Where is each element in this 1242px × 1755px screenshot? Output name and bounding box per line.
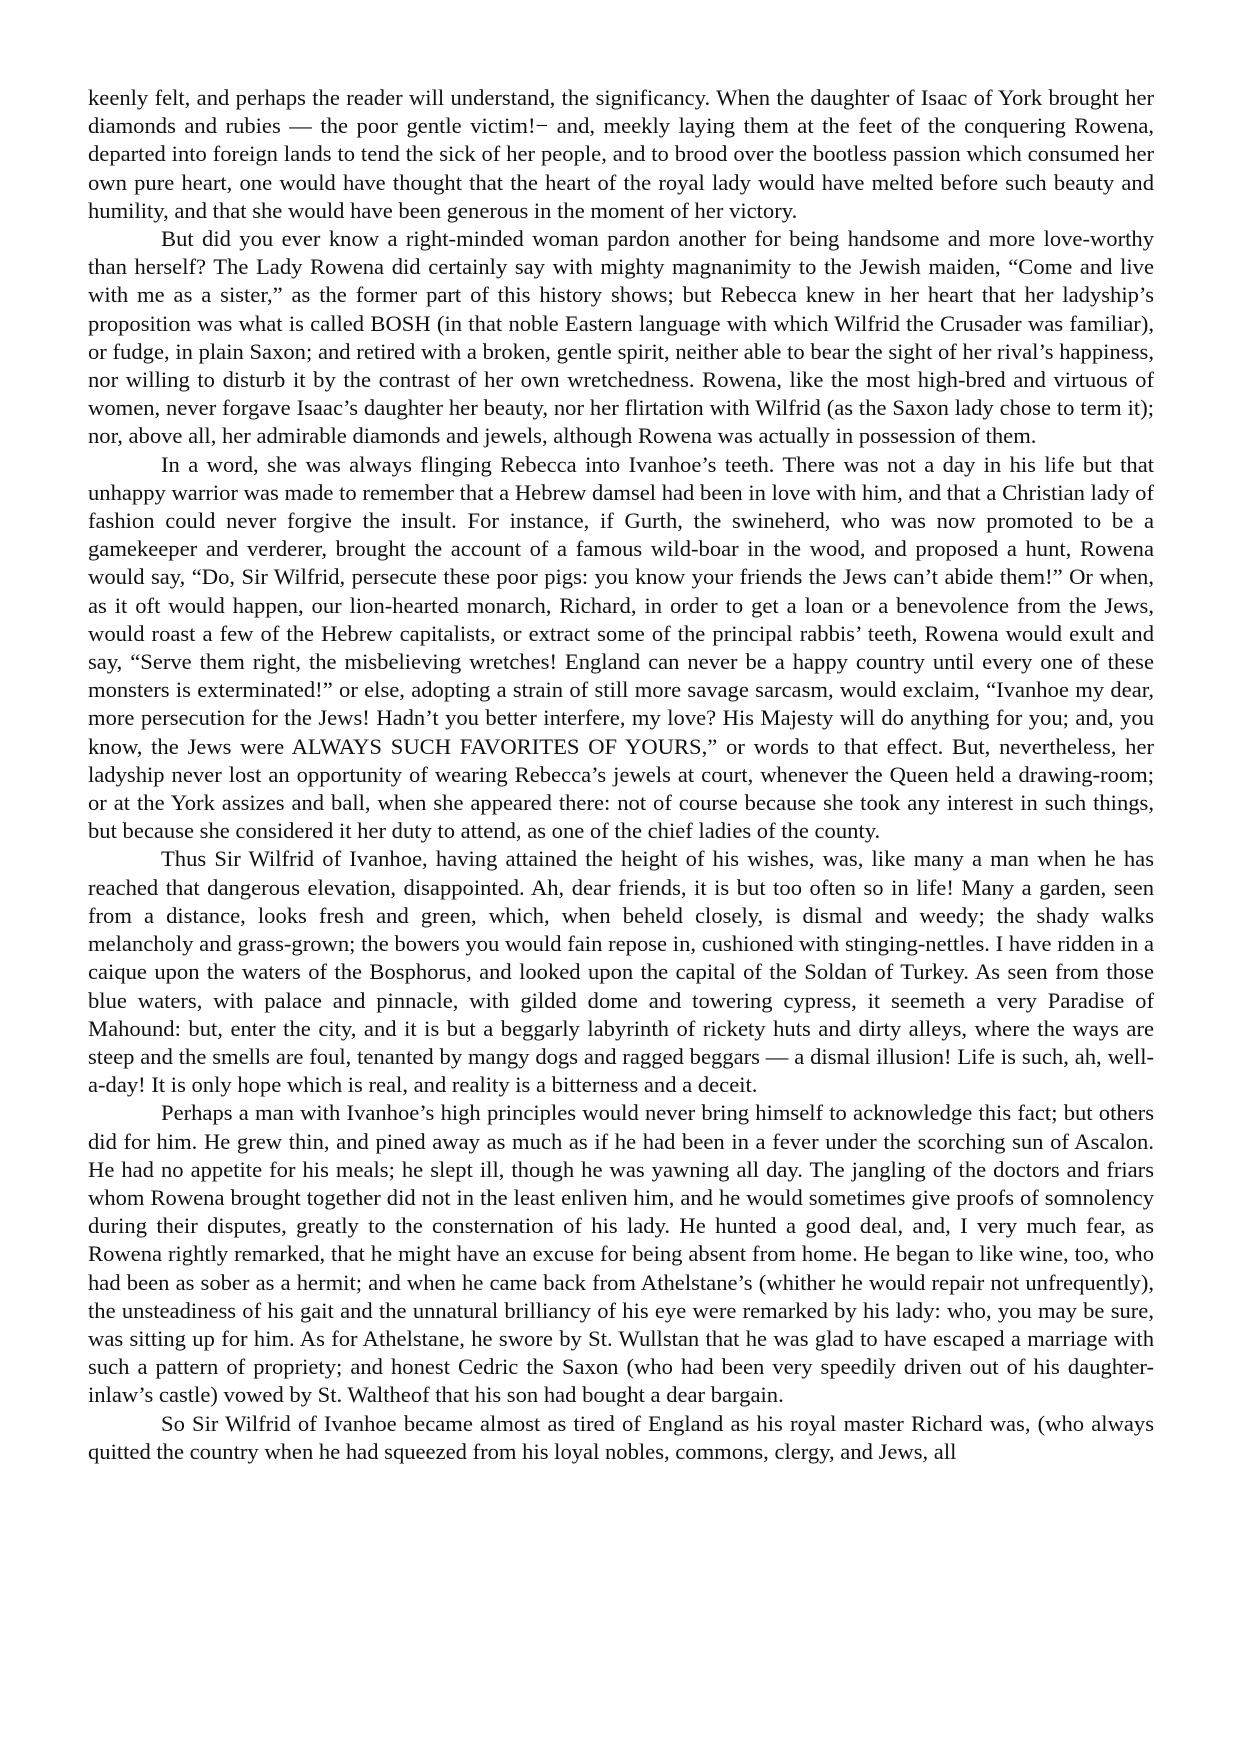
paragraph: In a word, she was always flinging Rebecca into Ivanhoe’s teeth. There was not a day in his life but that unhappy warrior was made to remember that a Hebrew damsel had been in love with him, and that a Christian lady of fashion could never forgive the insult. For instance, if Gurth, the swineherd, who was now promoted to be a gamekeeper and verderer, brought the account of a famous wild-boar in the wood, and proposed a hunt, Rowena would say, “Do, Sir Wilfrid, persecute these poor pigs: you know your friends the Jews can’t abide them!” Or when, as it oft would happen, our lion-hearted monarch, Richard, in order to get a loan or a benevolence from the Jews, would roast a few of the Hebrew capitalists, or extract some of the principal rabbis’ teeth, Rowena would exult and say, “Serve them right, the misbelieving wretches! England can never be a happy country until every one of these monsters is exterminated!” or else, adopting a strain of still more savage sarcasm, would exclaim, “Ivanhoe my dear, more persecution for the Jews! Hadn’t you better interfere, my love? His Majesty will do anything for you; and, you know, the Jews were ALWAYS SUCH FAVORITES OF YOURS,” or words to that effect. But, nevertheless, her ladyship never lost an opportunity of wearing Rebecca’s jewels at court, whenever the Queen held a drawing-room; or at the York assizes and ball, when she appeared there: not of course because she took any interest in such things, but because she considered it her duty to attend, as one of the chief ladies of the county. [88, 451, 1154, 844]
paragraph: Thus Sir Wilfrid of Ivanhoe, having attained the height of his wishes, was, like many a man when he has reached that dangerous elevation, disappointed. Ah, dear friends, it is but too often so in life! Many a garden, seen from a distance, looks fresh and green, which, when beheld closely, is dismal and weedy; the shady walks melancholy and grass-grown; the bowers you would fain repose in, cushioned with stinging-nettles. I have ridden in a caique upon the waters of the Bosphorus, and looked upon the capital of the Soldan of Turkey. As seen from those blue waters, with palace and pinnacle, with gilded dome and towering cypress, it seemeth a very Paradise of Mahound: but, enter the city, and it is but a beggarly labyrinth of rickety huts and dirty alleys, where the ways are steep and the smells are foul, tenanted by mangy dogs and ragged beggars — a dismal illusion! Life is such, ah, well-a-day! It is only hope which is real, and reality is a bitterness and a deceit. [88, 846, 1154, 1098]
paragraph: But did you ever know a right-minded woman pardon another for being handsome and more love-worthy than herself? The Lady Rowena did certainly say with mighty magnanimity to the Jewish maiden, “Come and live with me as a sister,” as the former part of this history shows; but Rebecca knew in her heart that her ladyship’s proposition was what is called BOSH (in that noble Eastern language with which Wilfrid the Crusader was familiar), or fudge, in plain Saxon; and retired with a broken, gentle spirit, neither able to bear the sight of her rival’s happiness, nor willing to disturb it by the contrast of her own wretchedness. Rowena, like the most high-bred and virtuous of women, never forgave Isaac’s daughter her beauty, nor her flirtation with Wilfrid (as the Saxon lady chose to term it); nor, above all, her admirable diamonds and jewels, although Rowena was actually in possession of them. [88, 226, 1154, 449]
paragraph: So Sir Wilfrid of Ivanhoe became almost as tired of England as his royal master Richard was, (who always quitted the country when he had squeezed from his loyal nobles, commons, clergy, and Jews, all [88, 1410, 1154, 1464]
paragraph: keenly felt, and perhaps the reader will understand, the significancy. When the daughter of Isaac of York brought her diamonds and rubies — the poor gentle victim!− and, meekly laying them at the feet of the conquering Rowena, departed into foreign lands to tend the sick of her people, and to brood over the bootless passion which consumed her own pure heart, one would have thought that the heart of the royal lady would have melted before such beauty and humility, and that she would have been generous in the moment of her victory. [88, 85, 1154, 223]
document-page [88, 84, 1154, 1466]
paragraph: Perhaps a man with Ivanhoe’s high principles would never bring himself to acknowledge this fact; but others did for him. He grew thin, and pined away as much as if he had been in a fever under the scorching sun of Ascalon. He had no appetite for his meals; he slept ill, though he was yawning all day. The jangling of the doctors and friars whom Rowena brought together did not in the least enliven him, and he would sometimes give proofs of somnolency during their disputes, greatly to the consternation of his lady. He hunted a good deal, and, I very much fear, as Rowena rightly remarked, that he might have an excuse for being absent from home. He began to like wine, too, who had been as sober as a hermit; and when he came back from Athelstane’s (whither he would repair not unfrequently), the unsteadiness of his gait and the unnatural brilliancy of his eye were remarked by his lady: who, you may be sure, was sitting up for him. As for Athelstane, he swore by St. Wullstan that he was glad to have escaped a marriage with such a pattern of propriety; and honest Cedric the Saxon (who had been very speedily driven out of his daughter-inlaw’s castle) vowed by St. Waltheof that his son had bought a dear bargain. [88, 1100, 1154, 1408]
